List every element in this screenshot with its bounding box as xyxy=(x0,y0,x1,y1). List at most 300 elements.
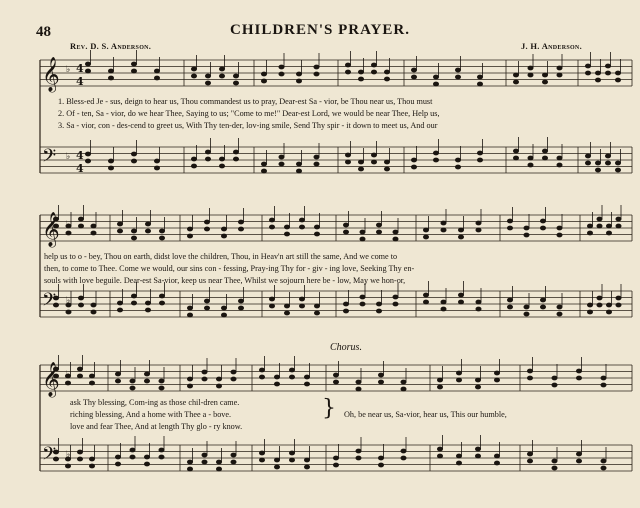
note-head xyxy=(296,79,301,83)
note-head xyxy=(597,296,602,300)
note-head xyxy=(191,164,196,168)
note-head xyxy=(345,63,350,67)
note-head xyxy=(144,372,149,376)
note-head xyxy=(154,69,159,73)
note-head xyxy=(601,459,606,463)
note-head xyxy=(259,458,264,462)
note-head xyxy=(191,74,196,78)
note-head xyxy=(333,463,338,467)
note-head xyxy=(284,304,289,308)
note-head xyxy=(475,447,480,451)
note-head xyxy=(615,168,620,172)
note-head xyxy=(371,70,376,74)
note-head xyxy=(279,162,284,166)
note-head xyxy=(233,74,238,78)
note-head xyxy=(557,233,562,237)
note-head xyxy=(616,303,621,307)
note-head xyxy=(513,149,518,153)
note-head xyxy=(219,164,224,168)
note-head xyxy=(456,454,461,458)
note-head xyxy=(191,157,196,161)
note-head xyxy=(145,222,150,226)
note-head xyxy=(616,224,621,228)
note-head xyxy=(507,305,512,309)
note-head xyxy=(376,302,381,306)
note-head xyxy=(314,162,319,166)
note-head xyxy=(528,66,533,70)
note-head xyxy=(507,298,512,302)
note-head xyxy=(269,225,274,229)
note-head xyxy=(601,376,606,380)
note-head xyxy=(204,306,209,310)
note-head xyxy=(576,369,581,373)
note-head xyxy=(314,225,319,229)
note-head xyxy=(587,224,592,228)
note-head xyxy=(117,222,122,226)
note-head xyxy=(130,386,135,390)
note-head xyxy=(205,81,210,85)
song-title: CHILDREN'S PRAYER. xyxy=(230,22,410,38)
note-head xyxy=(615,71,620,75)
note-head xyxy=(585,71,590,75)
note-head xyxy=(557,163,562,167)
lyric-line: Oh, be near us, Sa-vior, hear us, This our humble, xyxy=(344,410,507,419)
note-head xyxy=(144,462,149,466)
note-head xyxy=(606,231,611,235)
note-head xyxy=(557,66,562,70)
note-head xyxy=(159,294,164,298)
note-head xyxy=(154,159,159,163)
note-head xyxy=(507,219,512,223)
note-head xyxy=(154,76,159,80)
note-head xyxy=(393,237,398,241)
flat-icon: ♭ xyxy=(66,450,71,460)
note-head xyxy=(540,226,545,230)
note-head xyxy=(393,230,398,234)
note-head xyxy=(233,157,238,161)
note-head xyxy=(606,303,611,307)
note-head xyxy=(433,158,438,162)
note-head xyxy=(231,370,236,374)
note-head xyxy=(66,310,71,314)
bass-clef-icon: 𝄢 xyxy=(42,146,57,171)
note-head xyxy=(605,71,610,75)
note-head xyxy=(314,65,319,69)
note-head xyxy=(91,224,96,228)
note-head xyxy=(221,234,226,238)
note-head xyxy=(585,154,590,158)
note-head xyxy=(289,368,294,372)
note-head xyxy=(401,380,406,384)
note-head xyxy=(284,311,289,315)
note-head xyxy=(91,231,96,235)
note-head xyxy=(494,461,499,465)
note-head xyxy=(524,312,529,316)
note-head xyxy=(376,223,381,227)
time-signature: 4 xyxy=(76,149,84,162)
note-head xyxy=(233,81,238,85)
note-head xyxy=(597,224,602,228)
note-head xyxy=(343,302,348,306)
note-head xyxy=(513,73,518,77)
note-head xyxy=(274,458,279,462)
flat-icon: ♭ xyxy=(66,65,71,75)
note-head xyxy=(345,160,350,164)
note-head xyxy=(238,227,243,231)
note-head xyxy=(605,161,610,165)
note-head xyxy=(261,162,266,166)
note-head xyxy=(393,302,398,306)
note-head xyxy=(284,232,289,236)
note-head xyxy=(219,74,224,78)
note-head xyxy=(221,306,226,310)
note-head xyxy=(576,459,581,463)
note-head xyxy=(456,371,461,375)
note-head xyxy=(576,452,581,456)
note-head xyxy=(131,301,136,305)
note-head xyxy=(601,383,606,387)
note-head xyxy=(77,457,82,461)
note-head xyxy=(552,466,557,470)
note-head xyxy=(615,78,620,82)
note-head xyxy=(343,223,348,227)
note-head xyxy=(356,380,361,384)
lyric-line: 1. Bless-ed Je - sus, deign to hear us, Thou commandest us to pray, Dear-est Sa - vior, be Thou near us, Thou must xyxy=(58,97,433,106)
note-head xyxy=(542,80,547,84)
note-head xyxy=(85,159,90,163)
note-head xyxy=(507,226,512,230)
note-head xyxy=(144,455,149,459)
note-head xyxy=(314,311,319,315)
note-head xyxy=(527,376,532,380)
note-head xyxy=(616,296,621,300)
note-head xyxy=(261,72,266,76)
note-head xyxy=(131,159,136,163)
note-head xyxy=(595,71,600,75)
note-head xyxy=(595,168,600,172)
note-head xyxy=(314,232,319,236)
lyric-line: ask Thy blessing, Com-ing as those chil-dren came. xyxy=(70,398,240,407)
note-head xyxy=(115,455,120,459)
lyric-line: love and fear Thee, And at length Thy glo - ry know. xyxy=(70,422,243,431)
flat-icon: ♭ xyxy=(66,152,71,162)
note-head xyxy=(384,70,389,74)
note-head xyxy=(205,74,210,78)
note-head xyxy=(360,302,365,306)
treble-clef-icon: 𝄞 xyxy=(42,362,60,397)
note-head xyxy=(130,455,135,459)
note-head xyxy=(356,456,361,460)
note-head xyxy=(475,454,480,458)
note-head xyxy=(437,385,442,389)
note-head xyxy=(441,221,446,225)
note-head xyxy=(441,300,446,304)
note-head xyxy=(299,218,304,222)
note-head xyxy=(441,307,446,311)
note-head xyxy=(371,63,376,67)
note-head xyxy=(159,379,164,383)
note-head xyxy=(360,237,365,241)
note-head xyxy=(524,305,529,309)
note-head xyxy=(376,230,381,234)
note-head xyxy=(108,76,113,80)
treble-clef-icon: 𝄞 xyxy=(42,212,60,247)
note-head xyxy=(458,235,463,239)
note-head xyxy=(477,158,482,162)
note-head xyxy=(216,384,221,388)
note-head xyxy=(261,169,266,173)
note-head xyxy=(597,217,602,221)
note-head xyxy=(314,155,319,159)
note-head xyxy=(89,464,94,468)
note-head xyxy=(279,155,284,159)
note-head xyxy=(411,165,416,169)
note-head xyxy=(601,466,606,470)
note-head xyxy=(117,301,122,305)
note-head xyxy=(587,310,592,314)
note-head xyxy=(455,165,460,169)
note-head xyxy=(360,295,365,299)
note-head xyxy=(274,382,279,386)
note-head xyxy=(296,72,301,76)
note-head xyxy=(528,156,533,160)
note-head xyxy=(85,152,90,156)
note-head xyxy=(615,161,620,165)
note-head xyxy=(238,299,243,303)
flat-icon: ♭ xyxy=(66,370,71,380)
note-head xyxy=(552,459,557,463)
note-head xyxy=(458,293,463,297)
note-head xyxy=(304,382,309,386)
note-head xyxy=(159,236,164,240)
note-head xyxy=(494,378,499,382)
note-head xyxy=(159,386,164,390)
note-head xyxy=(131,62,136,66)
note-head xyxy=(269,304,274,308)
note-head xyxy=(557,156,562,160)
note-head xyxy=(205,157,210,161)
note-head xyxy=(540,219,545,223)
note-head xyxy=(433,82,438,86)
note-head xyxy=(216,467,221,471)
note-head xyxy=(540,305,545,309)
note-head xyxy=(384,167,389,171)
note-head xyxy=(587,303,592,307)
note-head xyxy=(65,464,70,468)
note-head xyxy=(204,299,209,303)
note-head xyxy=(477,75,482,79)
note-head xyxy=(595,161,600,165)
note-head xyxy=(576,376,581,380)
note-head xyxy=(455,68,460,72)
note-head xyxy=(77,374,82,378)
note-head xyxy=(259,368,264,372)
note-head xyxy=(423,293,428,297)
note-head xyxy=(89,374,94,378)
lyric-line: 3. Sa - vior, con - des-cend to greet us, With Thy ten-der, lov-ing smile, Send Thy spir - it down to meet us, And our xyxy=(58,121,438,130)
note-head xyxy=(552,376,557,380)
note-head xyxy=(131,229,136,233)
note-head xyxy=(231,460,236,464)
note-head xyxy=(401,387,406,391)
note-head xyxy=(423,300,428,304)
note-head xyxy=(219,157,224,161)
note-head xyxy=(304,458,309,462)
note-head xyxy=(274,465,279,469)
note-head xyxy=(527,459,532,463)
time-signature: 4 xyxy=(76,75,84,88)
note-head xyxy=(585,64,590,68)
note-head xyxy=(89,381,94,385)
note-head xyxy=(455,158,460,162)
note-head xyxy=(437,447,442,451)
note-head xyxy=(269,218,274,222)
note-head xyxy=(411,158,416,162)
note-head xyxy=(345,153,350,157)
lyric-line: then, to come to Thee. Come we would, our sins con - fessing, Pray-ing Thy for - giv - ing love, Seeking Thy en- xyxy=(44,264,415,273)
note-head xyxy=(343,309,348,313)
note-head xyxy=(358,160,363,164)
note-head xyxy=(77,367,82,371)
note-head xyxy=(187,313,192,317)
note-head xyxy=(597,303,602,307)
note-head xyxy=(108,166,113,170)
note-head xyxy=(557,305,562,309)
note-head xyxy=(456,378,461,382)
note-head xyxy=(299,297,304,301)
note-head xyxy=(91,310,96,314)
note-head xyxy=(528,73,533,77)
note-head xyxy=(384,160,389,164)
note-head xyxy=(476,221,481,225)
note-head xyxy=(441,228,446,232)
note-head xyxy=(299,304,304,308)
note-head xyxy=(289,458,294,462)
note-head xyxy=(159,455,164,459)
note-head xyxy=(524,233,529,237)
note-head xyxy=(527,452,532,456)
note-head xyxy=(378,456,383,460)
note-head xyxy=(333,456,338,460)
note-head xyxy=(131,236,136,240)
chorus-label: Chorus. xyxy=(330,342,362,353)
note-head xyxy=(131,152,136,156)
note-head xyxy=(384,77,389,81)
note-head xyxy=(358,70,363,74)
note-head xyxy=(356,387,361,391)
note-head xyxy=(343,230,348,234)
note-head xyxy=(216,377,221,381)
flat-icon: ♭ xyxy=(66,296,71,306)
note-head xyxy=(238,220,243,224)
note-head xyxy=(233,150,238,154)
note-head xyxy=(524,226,529,230)
note-head xyxy=(345,70,350,74)
note-head xyxy=(423,235,428,239)
note-head xyxy=(376,309,381,313)
note-head xyxy=(542,156,547,160)
note-head xyxy=(159,229,164,233)
note-head xyxy=(616,217,621,221)
note-head xyxy=(304,375,309,379)
note-head xyxy=(378,373,383,377)
note-head xyxy=(477,82,482,86)
note-head xyxy=(130,448,135,452)
note-head xyxy=(456,461,461,465)
note-head xyxy=(202,460,207,464)
note-head xyxy=(159,448,164,452)
note-head xyxy=(289,375,294,379)
note-head xyxy=(238,306,243,310)
note-head xyxy=(202,370,207,374)
note-head xyxy=(89,457,94,461)
note-head xyxy=(221,313,226,317)
lyric-line: 2. Of - ten, Sa - vior, do we hear Thee, Saying to us; "Come to me!" Dear-est Lord, we would be near Thee, Help us, xyxy=(58,109,440,118)
note-head xyxy=(66,231,71,235)
note-head xyxy=(314,72,319,76)
note-head xyxy=(221,227,226,231)
note-head xyxy=(378,380,383,384)
note-head xyxy=(513,80,518,84)
note-head xyxy=(231,453,236,457)
note-head xyxy=(205,150,210,154)
note-head xyxy=(85,69,90,73)
note-head xyxy=(540,298,545,302)
note-head xyxy=(78,217,83,221)
note-head xyxy=(91,303,96,307)
lyric-line: help us to o - bey, Thou on earth, didst love the children, Thou, in Heav'n art still the same, And we come to xyxy=(44,252,398,261)
lyric-line: souls with love beguile. Dear-est Sa-vior, keep us near Thee, Whilst we sojourn here be - low, May we hon-or, xyxy=(44,276,406,285)
note-head xyxy=(187,227,192,231)
note-head xyxy=(360,230,365,234)
note-head xyxy=(145,301,150,305)
note-head xyxy=(557,73,562,77)
note-head xyxy=(585,161,590,165)
note-head xyxy=(216,460,221,464)
note-head xyxy=(333,373,338,377)
page-number: 48 xyxy=(36,24,51,40)
note-head xyxy=(605,154,610,158)
note-head xyxy=(187,467,192,471)
note-head xyxy=(587,231,592,235)
note-head xyxy=(191,67,196,71)
note-head xyxy=(458,300,463,304)
note-head xyxy=(145,308,150,312)
note-head xyxy=(187,460,192,464)
verse-brace: } xyxy=(322,396,336,421)
note-head xyxy=(401,449,406,453)
music-credit: J. H. Anderson. xyxy=(521,41,582,51)
note-head xyxy=(494,371,499,375)
note-head xyxy=(85,62,90,66)
note-head xyxy=(117,229,122,233)
note-head xyxy=(131,69,136,73)
note-head xyxy=(187,377,192,381)
note-head xyxy=(304,465,309,469)
note-head xyxy=(595,78,600,82)
note-head xyxy=(117,308,122,312)
note-head xyxy=(231,377,236,381)
note-head xyxy=(77,450,82,454)
note-head xyxy=(115,372,120,376)
note-head xyxy=(358,167,363,171)
note-head xyxy=(542,73,547,77)
note-head xyxy=(605,64,610,68)
treble-clef-icon: 𝄞 xyxy=(42,57,60,92)
flat-icon: ♭ xyxy=(66,220,71,230)
note-head xyxy=(65,381,70,385)
note-head xyxy=(115,379,120,383)
